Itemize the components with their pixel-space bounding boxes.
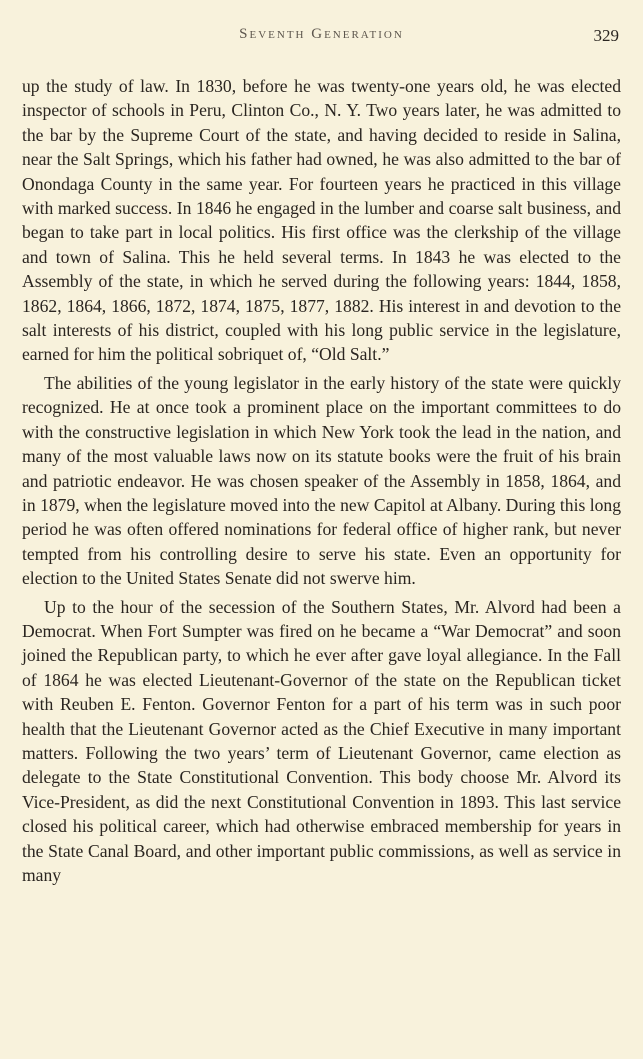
running-title: Seventh Generation — [239, 26, 404, 42]
page-number: 329 — [593, 26, 619, 45]
paragraph-1: up the study of law. In 1830, before he was twenty-one years old, he was elected inspector of schools in Peru, Clinton Co., N. Y. Two years later, he was admitted to the bar by the Supreme Court of the state, and having decided to reside in Salina, near the Salt Springs, which his father had owned, he was also admitted to the bar of Onondaga County in the same year. For fourteen years he practiced in this village with marked success. In 1846 he engaged in the lumber and coarse salt business, and began to take part in local politics. His first office was the clerkship of the village and town of Salina. This he held several terms. In 1843 he was elected to the Assembly of the state, in which he served during the following years: 1844, 1858, 1862, 1864, 1866, 1872, 1874, 1875, 1877, 1882. His interest in and devotion to the salt interests of his district, coupled with his long public service in the legislature, earned for him the political sobriquet of, “Old Salt.” — [22, 76, 621, 365]
paragraph-3: Up to the hour of the secession of the Southern States, Mr. Alvord had been a Democrat. When Fort Sumpter was fired on he became a “War Democrat” and soon joined the Republican party, to which he ever after gave loyal allegiance. In the Fall of 1864 he was elected Lieutenant-Governor of the state on the Republican ticket with Reuben E. Fenton. Governor Fenton for a part of his term was in such poor health that the Lieutenant Governor acted as the Chief Executive in many important matters. Following the two years’ term of Lieutenant Governor, came election as delegate to the State Constitutional Convention. This body choose Mr. Alvord its Vice-President, as did the next Constitutional Convention in 1893. This last service closed his political career, which had otherwise embraced membership for years in the State Canal Board, and other important public commissions, as well as service in many — [22, 596, 621, 885]
running-head — [22, 26, 621, 52]
paragraph-2: The abilities of the young legislator in the early history of the state were quickly recognized. He at once took a prominent place on the important committees to do with the constructive legislation in which New York took the lead in the nation, and many of the most valuable laws now on its statute books were the fruit of his brain and patriotic endeavor. He was chosen speaker of the Assembly in 1858, 1864, and in 1879, when the legislature moved into the new Capitol at Albany. During this long period he was often offered nominations for federal office of higher rank, but never tempted from his controlling desire to serve his state. Even an opportunity for election to the United States Senate did not swerve him. — [22, 372, 621, 589]
body-text — [22, 74, 621, 887]
